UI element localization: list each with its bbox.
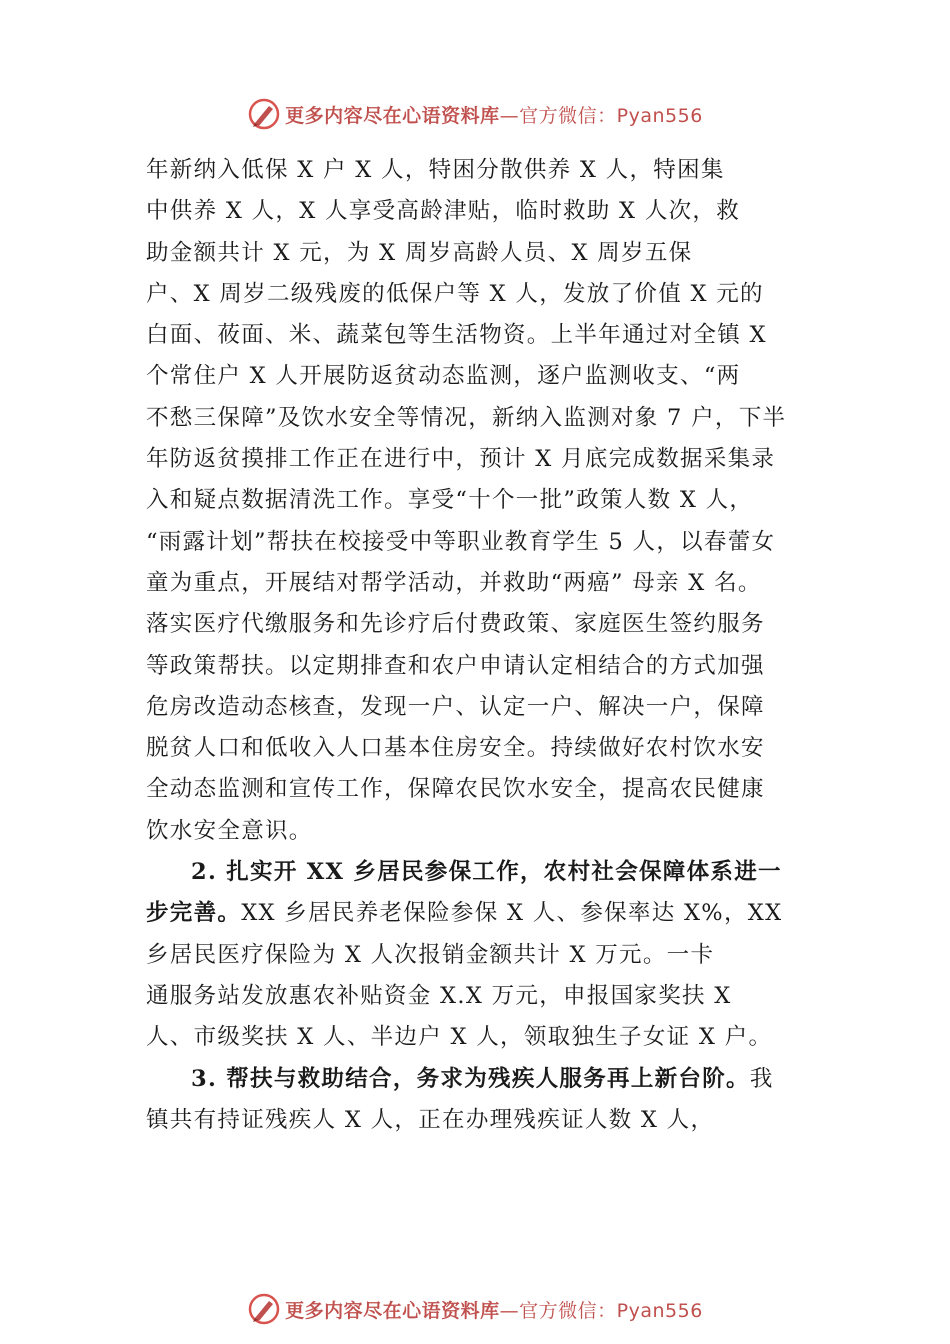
text-line: 乡居民医疗保险为 X 人次报销金额共计 X 万元。一卡 xyxy=(146,941,715,968)
document-body xyxy=(146,150,816,1141)
wechat-text: —官方微信：Pyan556 xyxy=(499,1299,703,1322)
wechat-text: —官方微信：Pyan556 xyxy=(499,104,703,127)
text-line: 户、X 周岁二级残废的低保户等 X 人，发放了价值 X 元的 xyxy=(146,280,764,307)
text-line: 饮水安全意识。 xyxy=(146,817,313,844)
pen-logo-icon xyxy=(247,97,281,131)
text-line: 童为重点，开展结对帮学活动，并救助“两癌” 母亲 X 名。 xyxy=(146,569,762,596)
text-run: 我 xyxy=(749,1065,774,1092)
text-line: 年新纳入低保 X 户 X 人，特困分散供养 X 人，特困集 xyxy=(146,157,725,183)
paragraph-2 xyxy=(146,852,816,1058)
text-line: 年防返贫摸排工作正在进行中，预计 X 月底完成数据采集录 xyxy=(146,446,776,473)
text-line: 脱贫人口和低收入人口基本住房安全。持续做好农村饮水安 xyxy=(146,735,765,762)
text-line: 中供养 X 人，X 人享受高龄津贴，临时救助 X 人次，救 xyxy=(146,198,741,225)
paragraph-1 xyxy=(146,150,816,852)
text-line: 通服务站发放惠农补贴资金 X.X 万元，申报国家奖扶 X xyxy=(146,982,732,1009)
text-line: 入和疑点数据清洗工作。享受“十个一批”政策人数 X 人， xyxy=(146,487,754,514)
section-heading: 3. 帮扶与救助结合，务求为残疾人服务再上新台阶。 xyxy=(191,1065,750,1092)
footer-watermark xyxy=(0,1289,950,1329)
text-line: “雨露计划”帮扶在校接受中等职业教育学生 5 人，以春蕾女 xyxy=(146,528,776,555)
text-line: 个常住户 X 人开展防返贫动态监测，逐户监测收支、“两 xyxy=(146,363,741,390)
text-line: 落实医疗代缴服务和先诊疗后付费政策、家庭医生签约服务 xyxy=(146,611,765,638)
header-watermark xyxy=(0,94,950,134)
text-line: 人、市级奖扶 X 人、半边户 X 人，领取独生子女证 X 户。 xyxy=(146,1024,773,1051)
section-heading: 2. 扎实开 XX 乡居民参保工作，农村社会保障体系进一 xyxy=(191,859,782,886)
text-line: 白面、莜面、米、蔬菜包等生活物资。上半年通过对全镇 X xyxy=(146,322,767,349)
brand-text: 更多内容尽在心语资料库 xyxy=(285,104,500,127)
text-line: 危房改造动态核查，发现一户、认定一户、解决一户，保障 xyxy=(146,693,765,720)
text-line: 不愁三保障”及饮水安全等情况，新纳入监测对象 7 户，下半 xyxy=(146,404,787,431)
text-line: 助金额共计 X 元，为 X 周岁高龄人员、X 周岁五保 xyxy=(146,239,693,266)
text-line: 镇共有持证残疾人 X 人，正在办理残疾证人数 X 人， xyxy=(146,1106,715,1133)
text-line: 等政策帮扶。以定期排查和农户申请认定相结合的方式加强 xyxy=(146,652,765,679)
section-heading-end: 步完善。 xyxy=(146,900,242,927)
paragraph-3 xyxy=(146,1059,816,1142)
text-line xyxy=(146,1059,816,1100)
brand-text: 更多内容尽在心语资料库 xyxy=(285,1299,500,1322)
text-line: 全动态监测和宣传工作，保障农民饮水安全，提高农民健康 xyxy=(146,776,765,803)
pen-logo-icon xyxy=(247,1292,281,1326)
text-run: XX 乡居民养老保险参保 X 人、参保率达 X%，XX xyxy=(241,900,783,927)
text-line xyxy=(146,893,816,934)
